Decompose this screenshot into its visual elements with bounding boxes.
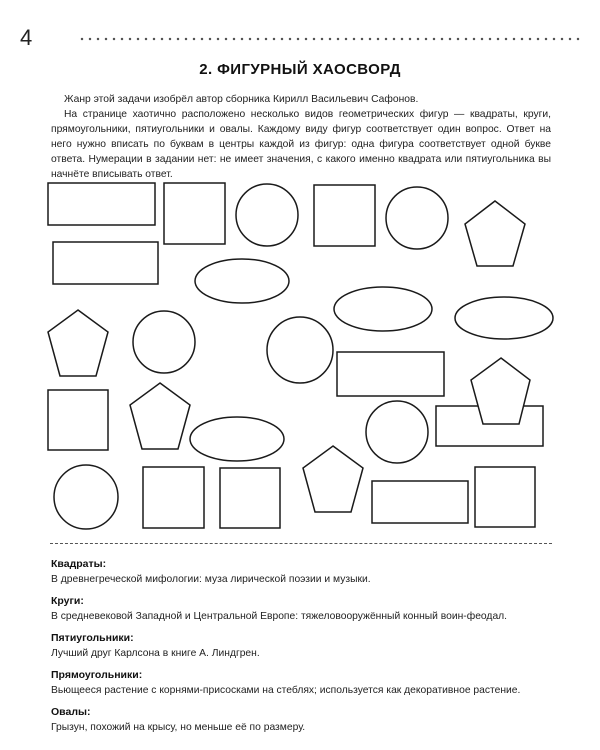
- circle-figure[interactable]: [267, 317, 333, 383]
- clue-heading: Пятиугольники:: [51, 632, 134, 644]
- oval-figure[interactable]: [334, 287, 432, 331]
- pentagon-figure[interactable]: [303, 446, 363, 512]
- pentagon-figure[interactable]: [465, 201, 525, 266]
- oval-figure[interactable]: [195, 259, 289, 303]
- clue-text: В древнегреческой мифологии: муза лирической поэзии и музыки.: [51, 574, 371, 585]
- pentagon-figure[interactable]: [471, 358, 530, 424]
- clues-section: [51, 558, 551, 743]
- clue-squares: [51, 558, 551, 587]
- clue-heading: Овалы:: [51, 706, 91, 718]
- square-figure[interactable]: [48, 390, 108, 450]
- circle-figure[interactable]: [366, 401, 428, 463]
- clue-heading: Круги:: [51, 595, 84, 607]
- pentagon-figure[interactable]: [48, 310, 108, 376]
- square-figure[interactable]: [314, 185, 375, 246]
- dashed-separator: [50, 543, 552, 544]
- clue-text: Грызун, похожий на крысу, но меньше её по размеру.: [51, 722, 306, 733]
- clue-text: Вьющееся растение с корнями-присосками на стеблях; используется как декоративное растение.: [51, 685, 521, 696]
- circle-figure[interactable]: [133, 311, 195, 373]
- intro-paragraph-rules: На странице хаотично расположено несколько видов геометрических фигур — квадраты, круги, прямоугольники, пятиугольники и овалы. Каждому виду фигур соответствует один вопрос. Ответ на него нужно вписать по буквам в центры каждой из фигур: одна фигура соответствует одной букве ответа. Нумерации в задании нет: не имеет значения, с какого именно квадрата или пятиугольника вы начнёте вписывать ответ.: [51, 109, 551, 180]
- pentagon-figure[interactable]: [130, 383, 190, 449]
- page-title: 2. ФИГУРНЫЙ ХАОСВОРД: [199, 61, 401, 78]
- square-figure[interactable]: [143, 467, 204, 528]
- square-figure[interactable]: [220, 468, 280, 528]
- intro-paragraph-author: Жанр этой задачи изобрёл автор сборника Кирилл Васильевич Сафонов.: [64, 94, 419, 105]
- oval-figure[interactable]: [455, 297, 553, 339]
- circle-figure[interactable]: [386, 187, 448, 249]
- clue-ovals: [51, 706, 551, 735]
- clue-heading: Квадраты:: [51, 558, 107, 570]
- square-figure[interactable]: [164, 183, 225, 244]
- page-number: 4: [20, 25, 33, 50]
- clue-pentagons: [51, 632, 551, 661]
- rectangle-figure[interactable]: [337, 352, 444, 396]
- clue-rectangles: [51, 669, 551, 698]
- clue-text: Лучший друг Карлсона в книге А. Линдгрен.: [51, 648, 260, 659]
- square-figure[interactable]: [475, 467, 535, 527]
- circle-figure[interactable]: [54, 465, 118, 529]
- clue-circles: [51, 595, 551, 624]
- clue-heading: Прямоугольники:: [51, 669, 143, 681]
- rectangle-figure[interactable]: [372, 481, 468, 523]
- rectangle-figure[interactable]: [48, 183, 155, 225]
- clue-text: В средневековой Западной и Центральной Европе: тяжеловооружённый конный воин-феодал.: [51, 611, 508, 622]
- rectangle-figure[interactable]: [53, 242, 158, 284]
- circle-figure[interactable]: [236, 184, 298, 246]
- oval-figure[interactable]: [190, 417, 284, 461]
